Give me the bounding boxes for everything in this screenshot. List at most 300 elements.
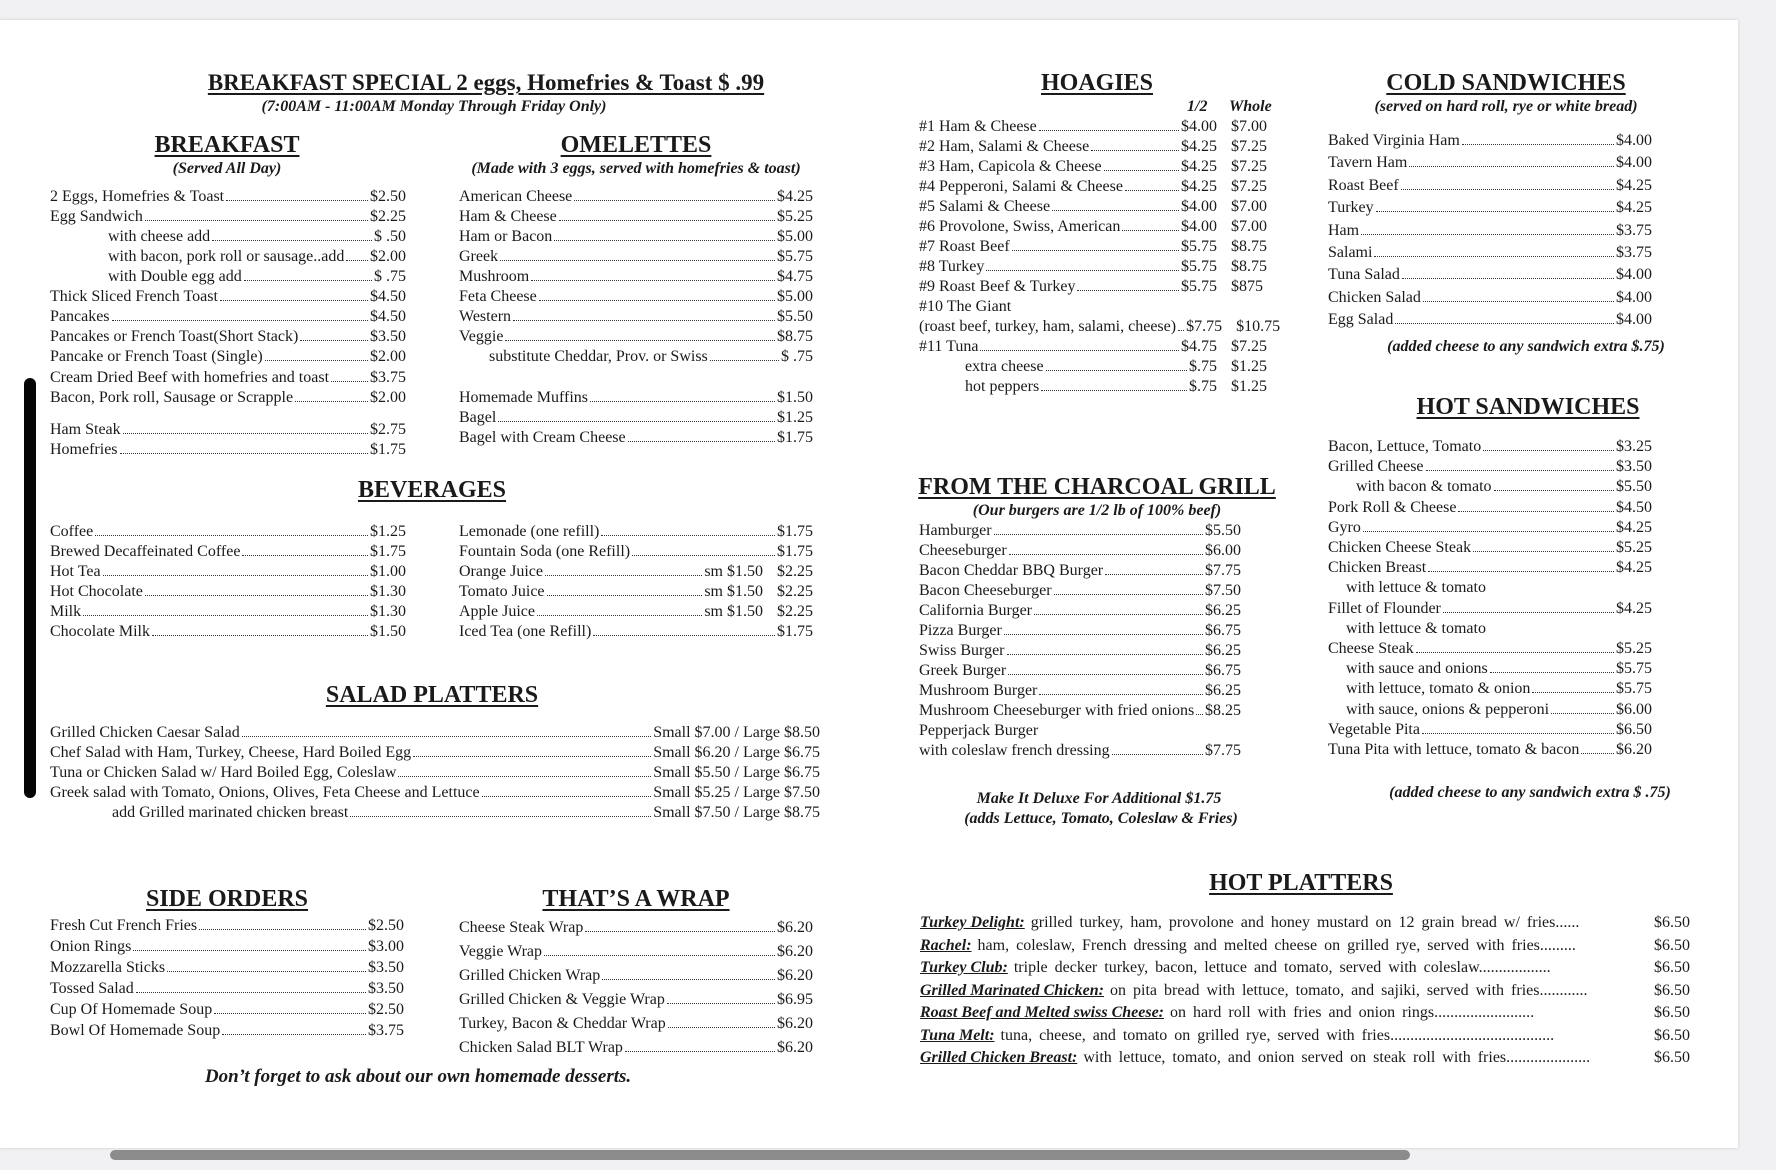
item-price-half: $.75 [1189, 358, 1217, 375]
item-price: $5.75 [1616, 680, 1652, 698]
item-price: $ .75 [374, 268, 406, 285]
item-price: $3.00 [368, 938, 404, 955]
menu-item-row [112, 804, 820, 822]
item-name: #6 Provolone, Swiss, American [919, 218, 1121, 235]
dot-leader [498, 421, 775, 422]
item-name: add Grilled marinated chicken breast [112, 804, 349, 821]
platter-price: $6.50 [1654, 1049, 1690, 1066]
item-name: Veggie Wrap [459, 943, 543, 960]
menu-item-row [919, 278, 1283, 296]
item-name: with coleslaw french dressing [919, 742, 1110, 759]
dot-leader [226, 200, 368, 201]
item-price: $2.00 [370, 248, 406, 265]
item-name: Tuna Pita with lettuce, tomato & bacon [1328, 741, 1580, 758]
item-price: $2.75 [370, 421, 406, 438]
dot-leader [531, 280, 775, 281]
item-name: with bacon & tomato [1356, 478, 1492, 496]
item-price: $6.00 [1616, 700, 1652, 718]
salads-title: SALAD PLATTERS [325, 682, 539, 708]
deluxe-details: (adds Lettuce, Tomato, Coleslaw & Fries) [964, 810, 1238, 827]
dot-leader [1034, 614, 1203, 615]
platter-description: ham, coleslaw, French dressing and melted cheese on grilled rye, served with fries......... [977, 936, 1576, 954]
item-name: #11 Tuna [919, 338, 979, 355]
item-name: Pepperjack Burger [919, 722, 1039, 739]
menu-item-row [489, 348, 813, 366]
platter-description: on pita bread with lettuce, tomato, and sajiki, served with fries............ [1110, 981, 1588, 999]
item-name: Homefries [50, 441, 118, 458]
sides-title: SIDE ORDERS [145, 886, 309, 912]
item-name: 2 Eggs, Homefries & Toast [50, 188, 225, 205]
menu-item-row [919, 298, 1283, 316]
menu-item-row [919, 702, 1241, 720]
item-name: #9 Roast Beef & Turkey [919, 278, 1076, 295]
item-price: $1.30 [370, 583, 406, 600]
item-price: $4.75 [777, 268, 813, 285]
item-price: $2.50 [370, 188, 406, 205]
menu-item-row [50, 1001, 404, 1019]
menu-item-row [1356, 478, 1652, 496]
item-name: with bacon, pork roll or sausage..add [108, 248, 345, 265]
dot-leader [1009, 554, 1203, 555]
item-price: $2.00 [370, 348, 406, 365]
menu-item-row [50, 308, 406, 326]
item-price: Small $5.25 / Large $7.50 [653, 784, 820, 801]
platter-row [920, 1004, 1690, 1022]
dot-leader [1374, 256, 1614, 257]
menu-item-row [108, 228, 406, 246]
item-name: Turkey [1328, 199, 1374, 217]
item-price: $1.75 [777, 623, 813, 640]
item-price-half: $7.75 [1186, 318, 1223, 335]
menu-item-row [50, 369, 406, 387]
item-price: $5.00 [777, 228, 813, 245]
dot-leader [1012, 250, 1179, 251]
dot-leader [1007, 654, 1204, 655]
item-price-half: $4.75 [1181, 338, 1217, 355]
platter-name: Tuna Melt: [920, 1026, 995, 1044]
dot-leader [590, 401, 775, 402]
item-name: #4 Pepperoni, Salami & Cheese [919, 178, 1123, 195]
platter-price: $6.50 [1654, 936, 1690, 954]
item-name: with lettuce, tomato & onion [1346, 680, 1531, 698]
dot-leader [1077, 290, 1179, 291]
beverages-title: BEVERAGES [357, 477, 507, 503]
menu-item-row [50, 523, 406, 541]
dot-leader [1039, 694, 1203, 695]
dot-leader [167, 971, 366, 972]
dot-leader [1581, 753, 1614, 754]
platter-description: on hard roll with fries and onion rings......................... [1170, 1004, 1535, 1021]
item-price: $3.50 [368, 980, 404, 997]
item-name: Brewed Decaffeinated Coffee [50, 543, 241, 560]
item-price: sm $1.50 [704, 603, 763, 620]
dot-leader [112, 320, 368, 321]
menu-item-row [1328, 199, 1652, 217]
dot-leader [545, 575, 702, 576]
item-name: #7 Roast Beef [919, 238, 1010, 255]
dot-leader [1402, 278, 1614, 279]
item-price: sm $1.50 [704, 563, 763, 580]
platter-name: Turkey Delight: [920, 914, 1025, 931]
menu-item-row [1346, 701, 1652, 719]
dot-leader [346, 260, 368, 261]
item-price: $5.50 [1205, 522, 1241, 539]
menu-item-row [1346, 620, 1652, 638]
menu-item-row [919, 158, 1283, 176]
menu-page [0, 20, 1738, 1148]
item-price: $1.75 [777, 429, 813, 446]
item-name: #2 Ham, Salami & Cheese [919, 138, 1090, 155]
item-name: Coffee [50, 523, 94, 540]
item-price-half: $4.25 [1181, 138, 1217, 155]
item-name: Tavern Ham [1328, 154, 1408, 172]
dot-leader [1004, 634, 1203, 635]
cold-subtitle: (served on hard roll, rye or white bread) [1374, 98, 1638, 115]
menu-item-row [459, 583, 813, 601]
dot-leader [214, 1013, 366, 1014]
item-price: $ .75 [781, 348, 813, 365]
dot-leader [1422, 733, 1614, 734]
item-name: (roast beef, turkey, ham, salami, cheese) [919, 318, 1177, 335]
item-price: $3.50 [368, 959, 404, 976]
item-price-whole: $7.00 [1231, 218, 1267, 235]
hot-cheese-note: (added cheese to any sandwich extra $ .75) [1389, 784, 1671, 801]
item-name: Bagel [459, 409, 497, 426]
item-name: California Burger [919, 602, 1033, 619]
dot-leader [1443, 612, 1614, 613]
item-price: $3.25 [1616, 438, 1652, 455]
platter-row [920, 982, 1690, 1000]
dot-leader [602, 979, 775, 980]
menu-item-row [1328, 640, 1652, 658]
omelettes-subtitle: (Made with 3 eggs, served with homefries & toast) [471, 160, 801, 177]
item-price-whole: $8.75 [1231, 258, 1267, 275]
menu-item-row [459, 603, 813, 621]
horizontal-scrollbar[interactable] [110, 1150, 1410, 1160]
menu-item-row [459, 308, 813, 326]
dot-leader [145, 220, 368, 221]
item-name: with sauce and onions [1346, 660, 1488, 678]
item-price: $6.75 [1205, 662, 1241, 679]
dot-leader [1551, 713, 1614, 714]
menu-item-row [459, 967, 813, 985]
item-name: Mushroom Cheeseburger with fried onions [919, 702, 1195, 719]
menu-item-row [919, 542, 1241, 560]
dot-leader [585, 931, 775, 932]
item-name: Turkey, Bacon & Cheddar Wrap [459, 1015, 666, 1032]
item-name: #8 Turkey [919, 258, 985, 275]
item-name: Ham & Cheese [459, 208, 557, 225]
menu-item-row [459, 543, 813, 561]
dot-leader [242, 736, 651, 737]
item-price: Small $6.20 / Large $6.75 [653, 744, 820, 761]
menu-item-row [1328, 438, 1652, 456]
dot-leader [1494, 490, 1614, 491]
cold-title: COLD SANDWICHES [1386, 70, 1626, 96]
menu-item-row [919, 722, 1241, 740]
item-price-half: $4.00 [1181, 218, 1217, 235]
grill-title: FROM THE CHARCOAL GRILL [918, 474, 1276, 500]
item-price: $1.75 [370, 441, 406, 458]
dot-leader [1112, 754, 1203, 755]
dot-leader [1395, 323, 1614, 324]
item-price-whole: $1.25 [1231, 378, 1267, 395]
item-name: with lettuce & tomato [1346, 619, 1486, 637]
menu-item-row [919, 562, 1241, 580]
menu-item-row [1328, 600, 1652, 618]
dot-leader [1416, 652, 1614, 653]
dot-leader [632, 555, 775, 556]
item-name: Tomato Juice [459, 583, 545, 600]
menu-item-row [459, 991, 813, 1009]
item-price: $4.00 [1616, 154, 1652, 172]
item-name: #5 Salami & Cheese [919, 198, 1051, 215]
item-name: Cream Dried Beef with homefries and toast [50, 369, 330, 386]
dot-leader [1104, 170, 1179, 171]
dot-leader [413, 756, 651, 757]
menu-item-row [919, 582, 1241, 600]
menu-item-row [50, 389, 406, 407]
item-price: $8.25 [1205, 702, 1241, 719]
menu-item-row [459, 429, 813, 447]
platter-description: with lettuce, tomato, and onion served on steak roll with fries..................... [1083, 1049, 1591, 1066]
dot-leader [398, 776, 651, 777]
item-price: $8.75 [777, 328, 813, 345]
platter-name: Grilled Chicken Breast: [920, 1049, 1078, 1066]
menu-item-row [1346, 660, 1652, 678]
dot-leader [1054, 594, 1203, 595]
menu-item-row [1328, 132, 1652, 150]
item-price: $6.20 [777, 919, 813, 936]
dot-leader [593, 635, 775, 636]
dot-leader [539, 300, 775, 301]
menu-item-row [50, 288, 406, 306]
item-price: $4.00 [1616, 266, 1652, 284]
item-name: Baked Virginia Ham [1328, 132, 1460, 149]
item-price: $4.25 [1616, 599, 1652, 617]
item-price: $6.20 [1616, 741, 1652, 758]
dot-leader [1483, 450, 1614, 451]
hoagies-half-header: 1/2 [1187, 98, 1208, 115]
dot-leader [500, 260, 775, 261]
menu-item-row [919, 218, 1283, 236]
item-name: Fillet of Flounder [1328, 599, 1441, 617]
dot-leader [265, 360, 368, 361]
item-price: $4.00 [1616, 311, 1652, 329]
item-name: Grilled Cheese [1328, 458, 1424, 476]
item-price-half: $5.75 [1181, 258, 1217, 275]
item-price: $6.20 [777, 1015, 813, 1032]
item-price-whole: $1.25 [1231, 358, 1267, 375]
menu-item-row [919, 258, 1283, 276]
dot-leader [980, 350, 1179, 351]
item-name: #3 Ham, Capicola & Cheese [919, 158, 1102, 175]
item-name: Mushroom Burger [919, 682, 1038, 699]
item-name: Bacon Cheeseburger [919, 582, 1052, 599]
dot-leader [628, 441, 775, 442]
item-price-whole: $7.25 [1231, 178, 1267, 195]
dot-leader [1091, 150, 1179, 151]
item-name: Salami [1328, 244, 1373, 261]
menu-item-row [1328, 499, 1652, 517]
item-price: $4.25 [777, 188, 813, 205]
menu-item-row [1328, 559, 1652, 577]
item-price: $2.50 [368, 917, 404, 934]
menu-item-row [919, 198, 1283, 216]
menu-item-row [50, 917, 404, 935]
menu-item-row [50, 980, 404, 998]
item-price-half: $5.75 [1181, 238, 1217, 255]
item-price: $6.25 [1205, 682, 1241, 699]
dot-leader [1041, 390, 1187, 391]
item-name: Mushroom [459, 268, 530, 285]
hoagies-title: HOAGIES [1040, 70, 1154, 96]
item-price: $3.75 [370, 369, 406, 386]
platter-price: $6.50 [1654, 914, 1690, 931]
item-name: Hot Chocolate [50, 583, 143, 600]
menu-item-row [459, 1039, 813, 1057]
item-name: Chicken Salad [1328, 288, 1421, 306]
item-name: Thick Sliced French Toast [50, 288, 218, 305]
platter-row [920, 914, 1690, 932]
menu-item-row [50, 744, 820, 762]
platter-description: grilled turkey, ham, provolone and honey mustard on 12 grain bread w/ fries...... [1030, 914, 1580, 931]
item-price: $7.75 [1205, 562, 1241, 579]
item-name: Fountain Soda (one Refill) [459, 543, 631, 560]
item-price: $4.00 [1616, 132, 1652, 149]
item-name: Bagel with Cream Cheese [459, 429, 626, 446]
dot-leader [1046, 370, 1187, 371]
breakfast-subtitle: (Served All Day) [172, 160, 282, 177]
item-name: Chicken Salad BLT Wrap [459, 1039, 623, 1056]
item-name: Chicken Cheese Steak [1328, 539, 1472, 556]
dot-leader [1532, 692, 1614, 693]
menu-item-row [1328, 721, 1652, 739]
dot-leader [331, 381, 368, 382]
dot-leader [120, 453, 368, 454]
item-price: $5.50 [1616, 478, 1652, 496]
item-name: Veggie [459, 328, 504, 345]
dot-leader [994, 534, 1203, 535]
menu-item-row [50, 623, 406, 641]
item-price: $4.00 [1616, 288, 1652, 306]
item-name: Greek salad with Tomato, Onions, Olives, Feta Cheese and Lettuce [50, 784, 480, 801]
menu-item-row [1346, 579, 1652, 597]
item-price: $1.25 [777, 409, 813, 426]
menu-item-row [50, 724, 820, 742]
item-price: $6.95 [777, 991, 813, 1008]
item-price-whole: $7.00 [1231, 198, 1267, 215]
menu-item-row [459, 1015, 813, 1033]
dot-leader [1105, 574, 1203, 575]
item-price-half: $4.25 [1181, 158, 1217, 175]
item-name: with lettuce & tomato [1346, 579, 1486, 597]
item-price: $6.20 [777, 943, 813, 960]
item-price: $3.75 [1616, 221, 1652, 239]
item-price: $3.75 [1616, 244, 1652, 261]
menu-item-row [50, 959, 404, 977]
item-price: $1.75 [777, 543, 813, 560]
item-name: Swiss Burger [919, 642, 1005, 659]
item-price-whole: $7.00 [1231, 118, 1267, 135]
item-name: Tuna Salad [1328, 266, 1400, 284]
menu-item-row [459, 943, 813, 961]
item-price-whole: $7.25 [1231, 158, 1267, 175]
item-price: $1.50 [370, 623, 406, 640]
menu-item-row [919, 178, 1283, 196]
vertical-scrollbar[interactable] [24, 378, 36, 798]
item-name: American Cheese [459, 188, 573, 205]
menu-item-row [919, 662, 1241, 680]
dot-leader [1409, 166, 1614, 167]
item-name: Grilled Chicken Caesar Salad [50, 724, 240, 741]
item-name: Greek Burger [919, 662, 1007, 679]
item-price: $5.75 [777, 248, 813, 265]
dot-leader [199, 929, 366, 930]
dot-leader [513, 320, 775, 321]
item-name: Cup Of Homemade Soup [50, 1001, 213, 1018]
item-name: Ham or Bacon [459, 228, 553, 245]
menu-item-row [1346, 680, 1652, 698]
item-name: Cheeseburger [919, 542, 1007, 559]
dot-leader [145, 595, 368, 596]
menu-item-row [50, 328, 406, 346]
menu-item-row [919, 238, 1283, 256]
platter-row [920, 937, 1690, 955]
item-price: $2.25 [370, 208, 406, 225]
platter-price: $6.50 [1654, 1004, 1690, 1021]
menu-item-row [50, 1022, 404, 1040]
menu-item-row [919, 522, 1241, 540]
item-price: Small $7.50 / Large $8.75 [653, 804, 820, 821]
dot-leader [1052, 210, 1179, 211]
item-name: Ham [1328, 221, 1360, 239]
dot-leader [1039, 130, 1179, 131]
item-price: $6.25 [1205, 642, 1241, 659]
item-price: $6.20 [777, 1039, 813, 1056]
item-price-whole: $875 [1231, 278, 1263, 295]
dot-leader [220, 300, 368, 301]
item-name: Grilled Chicken Wrap [459, 967, 601, 984]
dot-leader [133, 950, 366, 951]
menu-item-row [459, 623, 813, 641]
item-name: Hamburger [919, 522, 992, 539]
item-name: Apple Juice [459, 603, 535, 620]
platter-name: Grilled Marinated Chicken: [920, 981, 1105, 999]
item-name: Gyro [1328, 518, 1361, 536]
item-name: Pizza Burger [919, 622, 1002, 639]
item-name: Feta Cheese [459, 288, 537, 305]
deluxe-note: Make It Deluxe For Additional $1.75 [976, 790, 1222, 807]
breakfast-title: BREAKFAST [154, 132, 300, 158]
menu-item-row [50, 348, 406, 366]
menu-item-row [1328, 177, 1652, 195]
menu-item-row [50, 938, 404, 956]
dot-leader [152, 635, 368, 636]
item-price: $5.75 [1616, 660, 1652, 678]
item-name: Tuna or Chicken Salad w/ Hard Boiled Egg, Coleslaw [50, 764, 397, 781]
dot-leader [544, 955, 775, 956]
item-price: $1.75 [777, 523, 813, 540]
item-name: Homemade Muffins [459, 389, 589, 406]
item-price-half: $4.00 [1181, 198, 1217, 215]
item-price: $1.50 [777, 389, 813, 406]
item-name: hot peppers [965, 378, 1040, 395]
menu-item-row [919, 642, 1241, 660]
item-name: with Double egg add [108, 268, 242, 285]
menu-item-row [1328, 244, 1652, 262]
item-name: Chocolate Milk [50, 623, 150, 640]
